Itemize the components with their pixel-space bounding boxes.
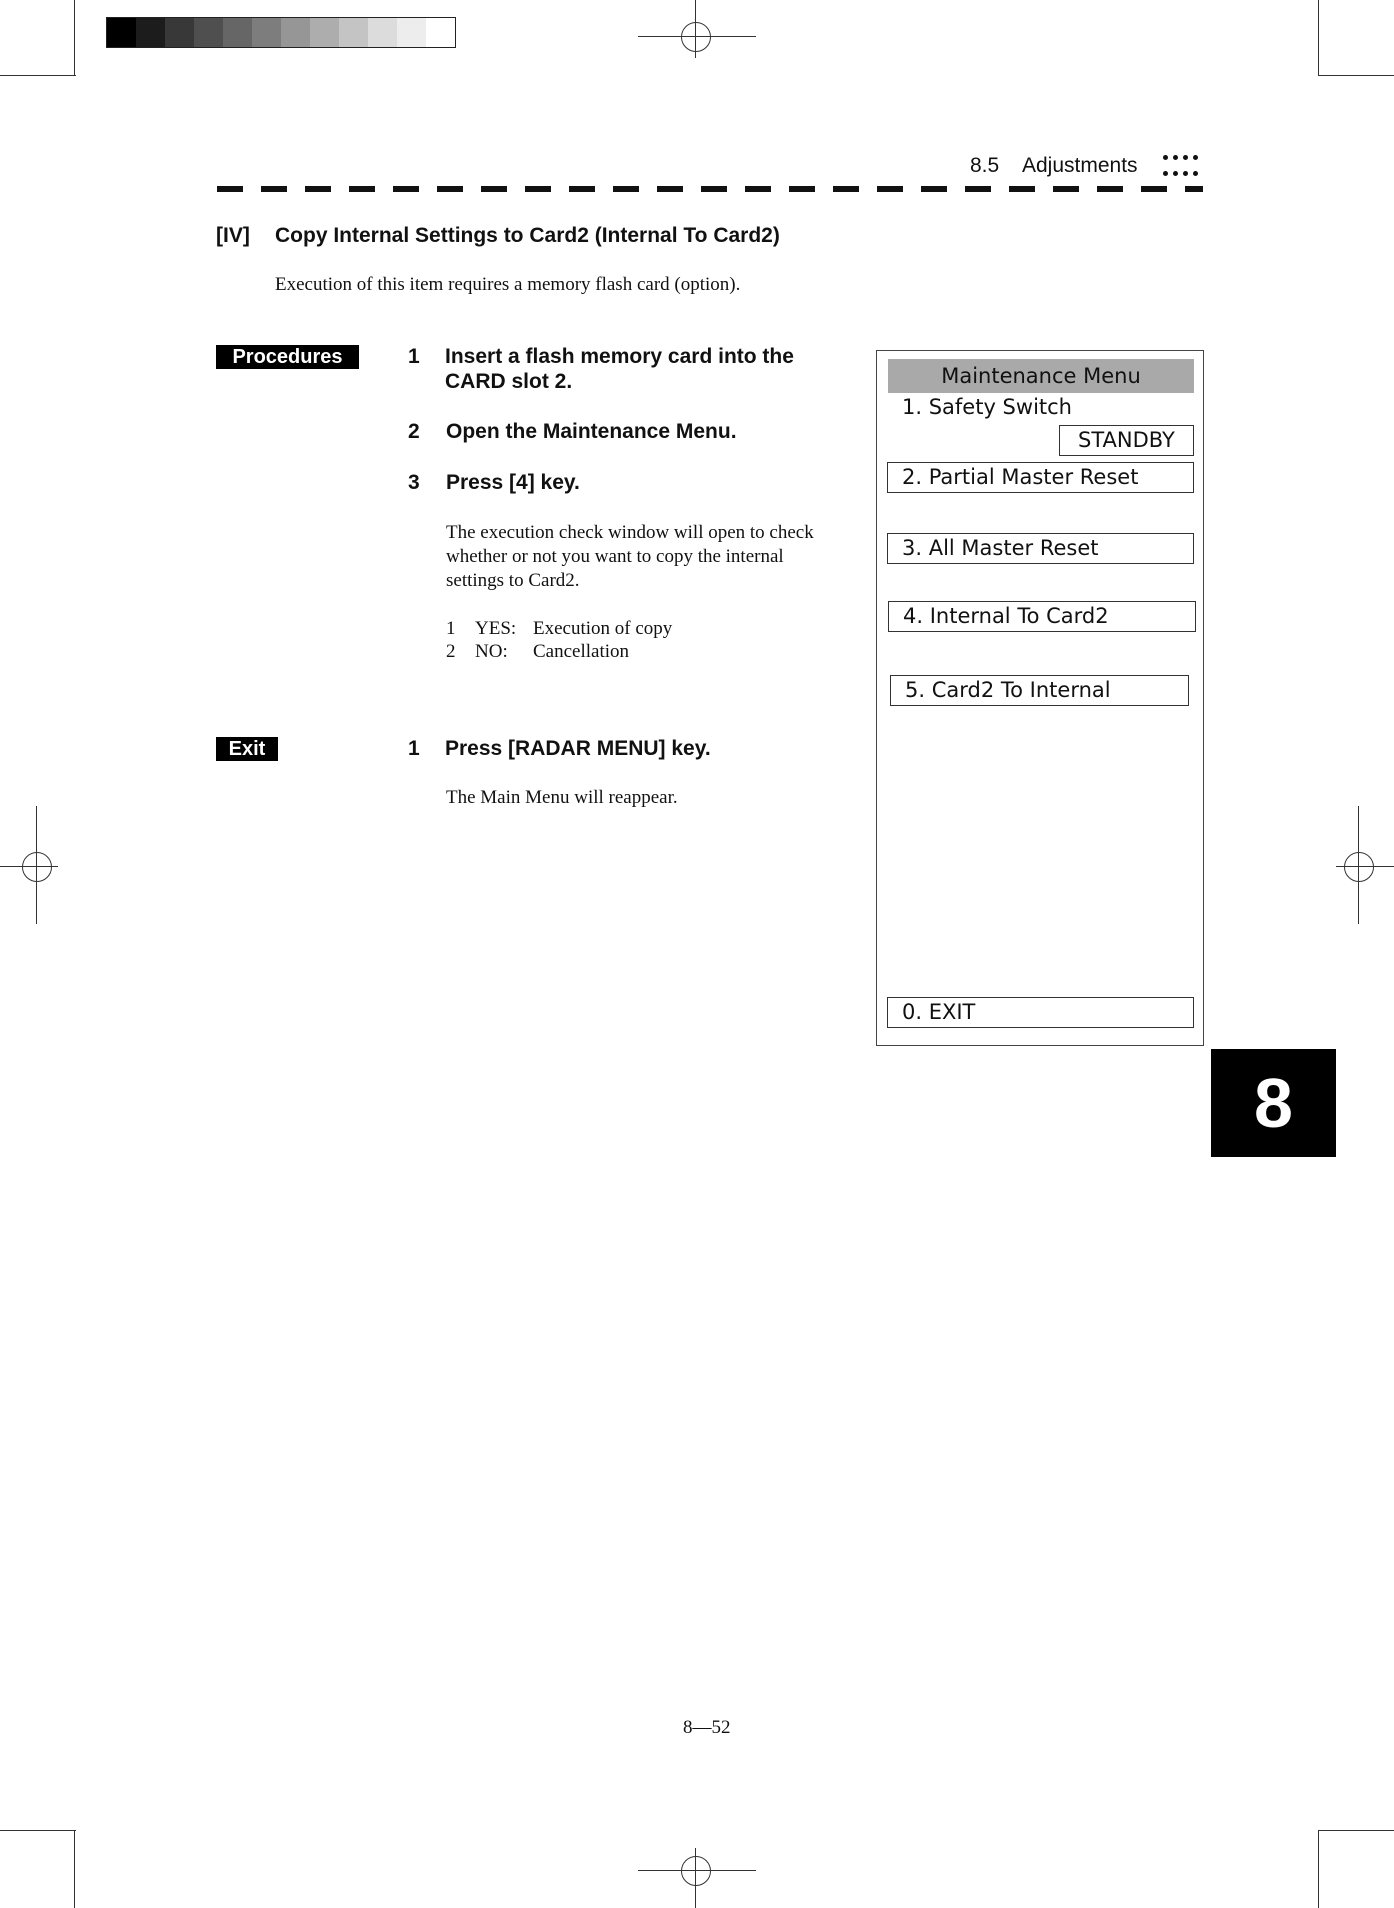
header-dashed-rule <box>217 186 1203 192</box>
header-section-number: 8.5 <box>970 154 1000 177</box>
header-title: Adjustments <box>1022 154 1138 177</box>
menu-item-safety-switch[interactable]: 1. Safety Switch <box>902 395 1072 419</box>
grayscale-swatch <box>136 18 165 47</box>
step-3-note-line3: settings to Card2. <box>446 570 580 591</box>
grayscale-swatch <box>281 18 310 47</box>
grayscale-swatch <box>165 18 194 47</box>
grayscale-swatch <box>368 18 397 47</box>
step-3-number: 3 <box>408 471 420 494</box>
menu-item-exit[interactable]: 0. EXIT <box>887 997 1194 1028</box>
step-2-number: 2 <box>408 420 420 443</box>
grayscale-swatch <box>397 18 426 47</box>
grayscale-swatch <box>194 18 223 47</box>
grayscale-swatch <box>223 18 252 47</box>
procedures-label: Procedures <box>216 345 359 369</box>
grayscale-bar <box>106 17 456 48</box>
option-1-key: YES: <box>475 618 517 639</box>
page-number: 8—52 <box>683 1717 731 1738</box>
step-2-text: Open the Maintenance Menu. <box>446 420 737 443</box>
chapter-tab: 8 <box>1211 1049 1336 1157</box>
exit-note: The Main Menu will reappear. <box>446 787 678 808</box>
option-1-number: 1 <box>446 618 456 639</box>
step-3-note-line1: The execution check window will open to check <box>446 522 814 543</box>
menu-title: Maintenance Menu <box>888 359 1194 393</box>
exit-step-number: 1 <box>408 737 420 760</box>
option-2-key: NO: <box>475 641 508 662</box>
step-1-text-line1: Insert a flash memory card into the <box>445 345 794 368</box>
grayscale-swatch <box>426 18 455 47</box>
exit-label: Exit <box>216 737 278 761</box>
step-1-number: 1 <box>408 345 420 368</box>
option-1-desc: Execution of copy <box>533 618 673 639</box>
grayscale-swatch <box>310 18 339 47</box>
grayscale-swatch <box>252 18 281 47</box>
safety-switch-value[interactable]: STANDBY <box>1059 425 1194 456</box>
maintenance-menu-panel <box>876 350 1204 1046</box>
grayscale-swatch <box>339 18 368 47</box>
section-intro: Execution of this item requires a memory flash card (option). <box>275 274 741 295</box>
option-2-desc: Cancellation <box>533 641 630 662</box>
menu-item-all-master-reset[interactable]: 3. All Master Reset <box>887 533 1194 564</box>
menu-item-internal-to-card2[interactable]: 4. Internal To Card2 <box>888 601 1196 632</box>
menu-item-partial-master-reset[interactable]: 2. Partial Master Reset <box>887 462 1194 493</box>
step-1-text-line2: CARD slot 2. <box>445 370 573 393</box>
step-3-note-line2: whether or not you want to copy the internal <box>446 546 784 567</box>
grayscale-swatch <box>107 18 136 47</box>
section-title: Copy Internal Settings to Card2 (Internal To Card2) <box>275 224 780 247</box>
step-3-text: Press [4] key. <box>446 471 580 494</box>
exit-step-text: Press [RADAR MENU] key. <box>445 737 711 760</box>
option-2-number: 2 <box>446 641 456 662</box>
section-number: [IV] <box>216 224 250 247</box>
menu-item-card2-to-internal[interactable]: 5. Card2 To Internal <box>890 675 1189 706</box>
